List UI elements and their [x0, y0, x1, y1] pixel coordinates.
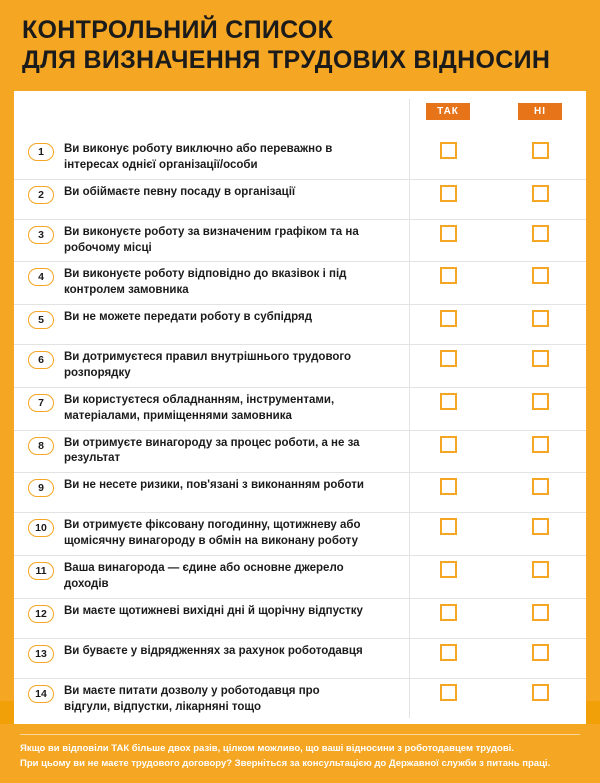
checkbox-yes[interactable] [440, 604, 457, 621]
column-header-yes: ТАК [426, 103, 470, 120]
page-title [22, 16, 578, 75]
checkbox-no[interactable] [532, 644, 549, 661]
page-footer [0, 724, 600, 783]
page-header [0, 0, 600, 85]
checkbox-no[interactable] [532, 684, 549, 701]
page-title-line2: ДЛЯ ВИЗНАЧЕННЯ ТРУДОВИХ ВІДНОСИН [22, 45, 551, 74]
checkbox-yes[interactable] [440, 561, 457, 578]
row-number: 3 [28, 226, 54, 244]
row-number: 4 [28, 268, 54, 286]
table-row [14, 599, 586, 639]
table-row [14, 431, 586, 474]
checkbox-no[interactable] [532, 350, 549, 367]
checkbox-yes[interactable] [440, 684, 457, 701]
checkbox-yes[interactable] [440, 225, 457, 242]
checkbox-yes[interactable] [440, 350, 457, 367]
page-title-line1: КОНТРОЛЬНИЙ СПИСОК [22, 16, 334, 44]
table-row [14, 639, 586, 679]
row-number: 13 [28, 645, 54, 663]
checkbox-no[interactable] [532, 436, 549, 453]
checkbox-yes[interactable] [440, 393, 457, 410]
table-row [14, 513, 586, 556]
row-number: 5 [28, 311, 54, 329]
table-row [14, 180, 586, 220]
row-question: Ви користуєтеся обладнанням, інструментами, матеріалами, приміщеннями замовника [64, 393, 335, 422]
checkbox-no[interactable] [532, 561, 549, 578]
table-row [14, 345, 586, 388]
checkbox-yes[interactable] [440, 310, 457, 327]
row-question: Ви виконуєте роботу відповідно до вказівок і під контролем замовника [64, 268, 347, 297]
table-row [14, 262, 586, 305]
row-number: 12 [28, 605, 54, 623]
checkbox-no[interactable] [532, 185, 549, 202]
row-number: 2 [28, 186, 54, 204]
footer-line-1: Якщо ви відповіли ТАК більше двох разів, цілком можливо, що ваші відносини з роботодавцем трудові. [20, 743, 514, 755]
row-question: Ваша винагорода — єдине або основне джерело доходів [64, 562, 344, 590]
checkbox-yes[interactable] [440, 185, 457, 202]
row-question: Ви маєте щотижневі вихідні дні й щорічну відпустку [64, 604, 363, 617]
column-header-no: НІ [518, 103, 562, 120]
footer-divider [20, 734, 580, 735]
table-row [14, 388, 586, 431]
row-question: Ви не несете ризики, пов'язані з виконанням роботи [64, 479, 364, 492]
checkbox-no[interactable] [532, 310, 549, 327]
row-number: 1 [28, 143, 54, 161]
row-number: 6 [28, 351, 54, 369]
row-question: Ви отримуєте фіксовану погодинну, щотижневу або щомісячну винагороду в обмін на виконану роботу [64, 519, 361, 548]
checkbox-yes[interactable] [440, 518, 457, 535]
checklist-card [14, 91, 586, 724]
row-question: Ви отримуєте винагороду за процес роботи, а не за результат [64, 436, 360, 465]
row-question: Ви виконуєте роботу за визначеним графіком та на робочому місці [64, 225, 359, 254]
row-number: 10 [28, 519, 54, 537]
table-row [14, 305, 586, 345]
row-question: Ви не можете передати роботу в субпідряд [64, 311, 313, 324]
table-row [14, 137, 586, 180]
row-number: 7 [28, 394, 54, 412]
checkbox-yes[interactable] [440, 142, 457, 159]
checklist-rows [14, 137, 586, 724]
row-question: Ви буваєте у відрядженнях за рахунок роботодавця [64, 644, 363, 657]
footer-line-2: При цьому ви не маєте трудового договору? Зверніться за консультацією до Державної служби з питань праці. [20, 757, 551, 769]
table-row [14, 473, 586, 513]
checkbox-no[interactable] [532, 478, 549, 495]
checkbox-yes[interactable] [440, 478, 457, 495]
checkbox-no[interactable] [532, 267, 549, 284]
row-number: 9 [28, 479, 54, 497]
checkbox-no[interactable] [532, 142, 549, 159]
row-number: 11 [28, 562, 54, 580]
checkbox-no[interactable] [532, 604, 549, 621]
column-headers [14, 91, 586, 137]
row-question: Ви маєте питати дозволу у роботодавця про відгули, відпустки, лікарняні тощо [64, 684, 320, 713]
row-number: 8 [28, 437, 54, 455]
checkbox-yes[interactable] [440, 644, 457, 661]
checkbox-yes[interactable] [440, 267, 457, 284]
table-row [14, 220, 586, 263]
checkbox-yes[interactable] [440, 436, 457, 453]
checkbox-no[interactable] [532, 393, 549, 410]
row-question: Ви виконує роботу виключно або переважно в інтересах однієї організації/особи [64, 143, 333, 171]
table-row [14, 679, 586, 721]
row-question: Ви обіймаєте певну посаду в організації [64, 185, 296, 198]
checkbox-no[interactable] [532, 225, 549, 242]
table-row [14, 556, 586, 599]
checkbox-no[interactable] [532, 518, 549, 535]
row-number: 14 [28, 685, 54, 703]
row-question: Ви дотримуєтеся правил внутрішнього трудового розпорядку [64, 351, 352, 380]
